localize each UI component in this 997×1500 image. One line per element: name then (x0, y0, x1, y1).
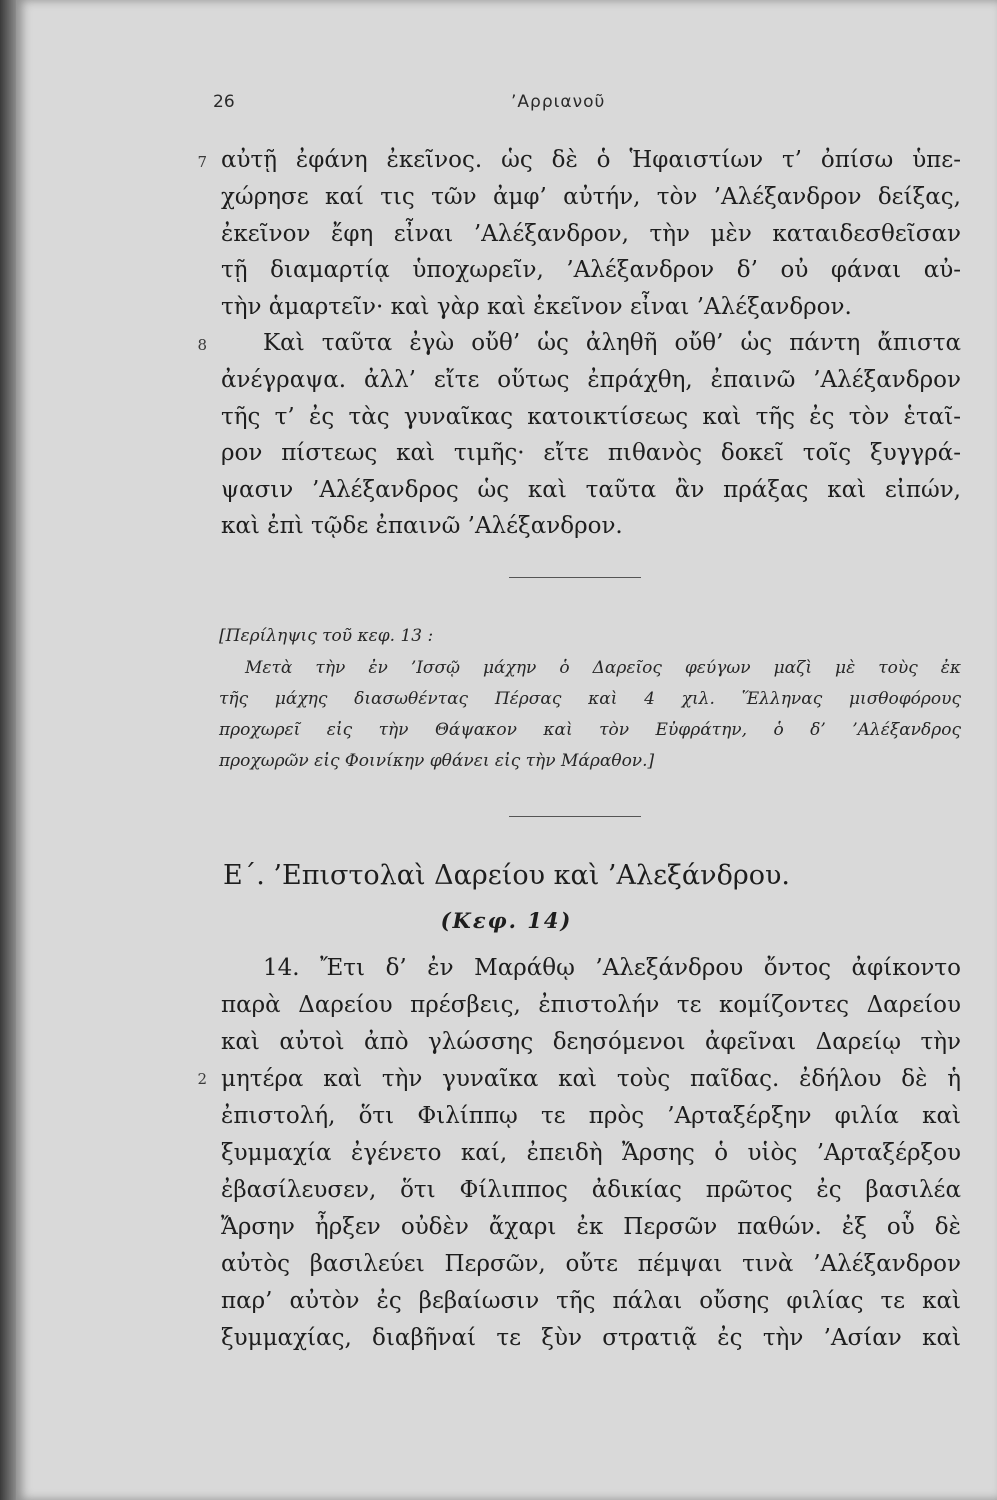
text-line: παρ’ αὐτὸν ἐς βεβαίωσιν τῆς πάλαι οὔσης φιλίας τε καὶ (221, 1288, 961, 1314)
section-marker-8: 8 (197, 336, 207, 354)
text-line: τὴν ἁμαρτεῖν· καὶ γὰρ καὶ ἐκεῖνον εἶναι ’Αλέξανδρον. (221, 294, 852, 320)
page-edge-shadow (0, 0, 16, 1500)
text-line: ἐβασίλευσεν, ὅτι Φίλιππος ἀδικίας πρῶτος ἐς βασιλέα (221, 1177, 961, 1203)
summary-line: προχωρῶν εἰς Φοινίκην φθάνει εἰς τὴν Μάραθον.] (219, 751, 655, 771)
divider-rule (509, 816, 641, 817)
text-line: ἐκεῖνον ἔφη εἶναι ’Αλέξανδρον, τὴν μὲν καταιδεσθεῖσαν (221, 221, 961, 247)
section-marker-2: 2 (197, 1070, 207, 1088)
text-line: 14. Ἔτι δ’ ἐν Μαράθῳ ’Αλεξάνδρου ὄντος ἀφίκοντο (263, 955, 961, 981)
text-line: αὐτὸς βασιλεύει Περσῶν, οὔτε πέμψαι τινὰ ’Αλέξανδρον (221, 1251, 961, 1277)
text-line: ξυμμαχία ἐγένετο καί, ἐπειδὴ Ἄρσης ὁ υἱὸς ’Αρταξέρξου (221, 1140, 961, 1166)
summary-line: προχωρεῖ εἰς τὴν Θάψακον καὶ τὸν Εὐφράτην, ὁ δ’ ’Αλέξανδρος (219, 720, 961, 740)
divider-rule (509, 577, 641, 578)
text-line: τῆς τ’ ἐς τὰς γυναῖκας κατοικτίσεως καὶ τῆς ἐς τὸν ἑταῖ- (221, 404, 961, 430)
text-line: παρὰ Δαρείου πρέσβεις, ἐπιστολήν τε κομίζοντες Δαρείου (221, 992, 961, 1018)
text-line: καὶ αὐτοὶ ἀπὸ γλώσσης δεησόμενοι ἀφεῖναι Δαρείῳ τὴν (221, 1029, 961, 1055)
text-line: μητέρα καὶ τὴν γυναῖκα καὶ τοὺς παῖδας. ἐδήλου δὲ ἡ (221, 1066, 961, 1092)
text-line: χώρησε καί τις τῶν ἀμφ’ αὐτήν, τὸν ’Αλέξανδρον δείξας, (221, 184, 961, 210)
book-page (16, 0, 997, 1500)
text-line: αὐτῇ ἐφάνη ἐκεῖνος. ὡς δὲ ὁ Ἡφαιστίων τ’ ὀπίσω ὑπε- (221, 147, 961, 173)
section-marker-7: 7 (197, 153, 207, 171)
page-header (16, 92, 997, 122)
text-line: ψασιν ’Αλέξανδρος ὡς καὶ ταῦτα ἂν πράξας καὶ εἰπών, (221, 477, 961, 503)
text-line: Ἄρσην ἦρξεν οὐδὲν ἄχαρι ἐκ Περσῶν παθών. ἐξ οὗ δὲ (221, 1214, 961, 1240)
text-line: ἐπιστολή, ὅτι Φιλίππῳ τε πρὸς ’Αρταξέρξην φιλία καὶ (221, 1103, 961, 1129)
summary-line: Μετὰ τὴν ἐν ’Ισσῷ μάχην ὁ Δαρεῖος φεύγων μαζὶ μὲ τοὺς ἐκ (245, 658, 961, 678)
text-line: ξυμμαχίας, διαβῆναί τε ξὺν στρατιᾷ ἐς τὴν ’Ασίαν καὶ (221, 1325, 961, 1351)
text-line: καὶ ἐπὶ τῷδε ἐπαινῶ ’Αλέξανδρον. (221, 513, 623, 539)
chapter-reference: (Κεφ. 14) (440, 908, 573, 933)
summary-line: τῆς μάχης διασωθέντας Πέρσας καὶ 4 χιλ. Ἕλληνας μισθοφόρους (219, 689, 961, 709)
running-head: ’Αρριανοῦ (511, 92, 606, 112)
text-line: τῇ διαμαρτίᾳ ὑποχωρεῖν, ’Αλέξανδρον δ’ οὐ φάναι αὐ- (221, 257, 961, 283)
page-number: 26 (213, 92, 235, 112)
text-line: ρον πίστεως καὶ τιμῆς· εἴτε πιθανὸς δοκεῖ τοῖς ξυγγρά- (221, 440, 961, 466)
summary-heading: [Περίληψις τοῦ κεφ. 13 : (219, 626, 434, 646)
text-line: Καὶ ταῦτα ἐγὼ οὔθ’ ὡς ἀληθῆ οὔθ’ ὡς πάντη ἄπιστα (263, 330, 961, 356)
text-line: ἀνέγραψα. ἀλλ’ εἴτε οὕτως ἐπράχθη, ἐπαινῶ ’Αλέξανδρον (221, 367, 961, 393)
section-title: Ε΄. ’Επιστολαὶ Δαρείου καὶ ’Αλεξάνδρου. (223, 860, 790, 891)
